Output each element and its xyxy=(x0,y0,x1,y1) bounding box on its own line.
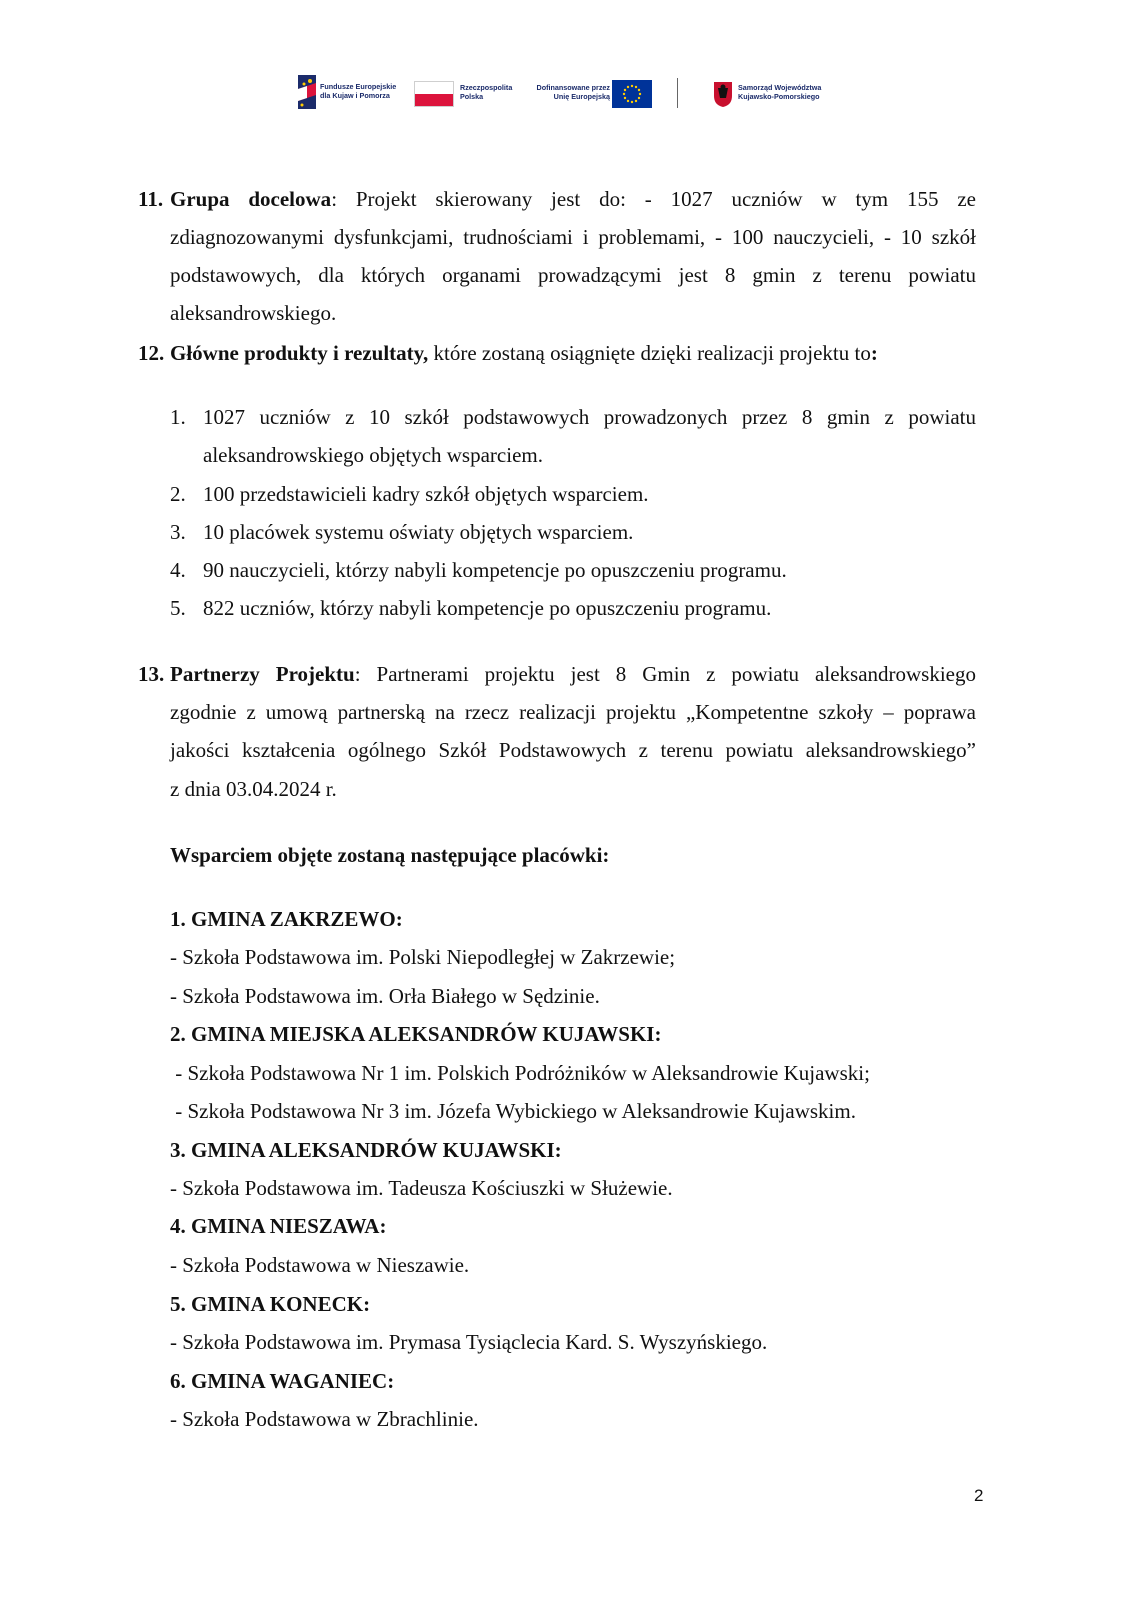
school-item: - Szkoła Podstawowa Nr 3 im. Józefa Wybickiego w Aleksandrowie Kujawskim. xyxy=(170,1099,856,1123)
section-13-line-3: jakości kształcenia ogólnego Szkół Podstawowych z terenu powiatu aleksandrowskiego” xyxy=(170,738,976,762)
page-number: 2 xyxy=(974,1486,984,1505)
gmina-title: 6. GMINA WAGANIEC: xyxy=(170,1369,395,1393)
school-item: - Szkoła Podstawowa im. Prymasa Tysiąclecia Kard. S. Wyszyńskiego. xyxy=(170,1330,768,1354)
section-13-line-4: z dnia 03.04.2024 r. xyxy=(170,777,337,801)
kp-logo-text: Samorząd Województwa Kujawsko-Pomorskiego xyxy=(738,83,822,101)
section-13-line-2: zgodnie z umową partnerską na rzecz realizacji projektu „Kompetentne szkoły – poprawa xyxy=(170,700,976,724)
school-item: - Szkoła Podstawowa Nr 1 im. Polskich Podróżników w Aleksandrowie Kujawski; xyxy=(170,1061,870,1085)
school-item: - Szkoła Podstawowa w Nieszawie. xyxy=(170,1253,470,1277)
list-item-number: 4. xyxy=(170,558,186,582)
section-13-line-1: Partnerzy Projektu: Partnerami projektu jest 8 Gmin z powiatu aleksandrowskiego xyxy=(170,662,976,686)
list-item-number: 5. xyxy=(170,596,186,620)
gmina-title: 3. GMINA ALEKSANDRÓW KUJAWSKI: xyxy=(170,1138,562,1162)
eu-logo-text: Dofinansowane przez Unię Europejską xyxy=(536,83,610,101)
list-item: 10 placówek systemu oświaty objętych wsparciem. xyxy=(203,520,634,544)
school-item: - Szkoła Podstawowa im. Orła Białego w Sędzinie. xyxy=(170,984,600,1008)
list-item-number: 1. xyxy=(170,405,186,429)
fe-logo-text: Fundusze Europejskie dla Kujaw i Pomorza xyxy=(320,82,397,100)
section-11-line-3: podstawowych, dla których organami prowadzącymi jest 8 gmin z terenu powiatu xyxy=(170,263,976,287)
section-number: 12. xyxy=(138,341,165,365)
section-11-line-1: Grupa docelowa: Projekt skierowany jest do: - 1027 uczniów w tym 155 ze xyxy=(170,187,976,211)
list-item-number: 3. xyxy=(170,520,186,544)
list-item: 1027 uczniów z 10 szkół podstawowych prowadzonych przez 8 gmin z powiatu xyxy=(203,405,976,429)
list-item-number: 2. xyxy=(170,482,186,506)
school-item: - Szkoła Podstawowa w Zbrachlinie. xyxy=(170,1407,479,1431)
support-heading: Wsparciem objęte zostaną następujące placówki: xyxy=(170,843,610,867)
rp-logo-text: Rzeczpospolita Polska xyxy=(460,83,513,101)
section-title: Partnerzy Projektu xyxy=(170,662,355,686)
gmina-title: 5. GMINA KONECK: xyxy=(170,1292,371,1316)
list-item: 822 uczniów, którzy nabyli kompetencje po opuszczeniu programu. xyxy=(203,596,772,620)
section-12-heading: Główne produkty i rezultaty, które zostaną osiągnięte dzięki realizacji projektu to: xyxy=(170,341,878,365)
school-item: - Szkoła Podstawowa im. Polski Niepodległej w Zakrzewie; xyxy=(170,945,676,969)
section-11-line-2: zdiagnozowanymi dysfunkcjami, trudnościami i problemami, - 100 nauczycieli, - 10 szkół xyxy=(170,225,976,249)
list-item: 90 nauczycieli, którzy nabyli kompetencje po opuszczeniu programu. xyxy=(203,558,787,582)
section-number: 11. xyxy=(138,187,164,211)
list-item-continuation: aleksandrowskiego objętych wsparciem. xyxy=(203,443,543,467)
section-11-line-4: aleksandrowskiego. xyxy=(170,301,337,325)
section-title: Grupa docelowa xyxy=(170,187,332,211)
gmina-title: 1. GMINA ZAKRZEWO: xyxy=(170,907,403,931)
list-item: 100 przedstawicieli kadry szkół objętych wsparciem. xyxy=(203,482,649,506)
section-title: Główne produkty i rezultaty, xyxy=(170,341,429,365)
gmina-title: 4. GMINA NIESZAWA: xyxy=(170,1214,387,1238)
section-number: 13. xyxy=(138,662,165,686)
gmina-title: 2. GMINA MIEJSKA ALEKSANDRÓW KUJAWSKI: xyxy=(170,1022,662,1046)
school-item: - Szkoła Podstawowa im. Tadeusza Kościuszki w Służewie. xyxy=(170,1176,673,1200)
